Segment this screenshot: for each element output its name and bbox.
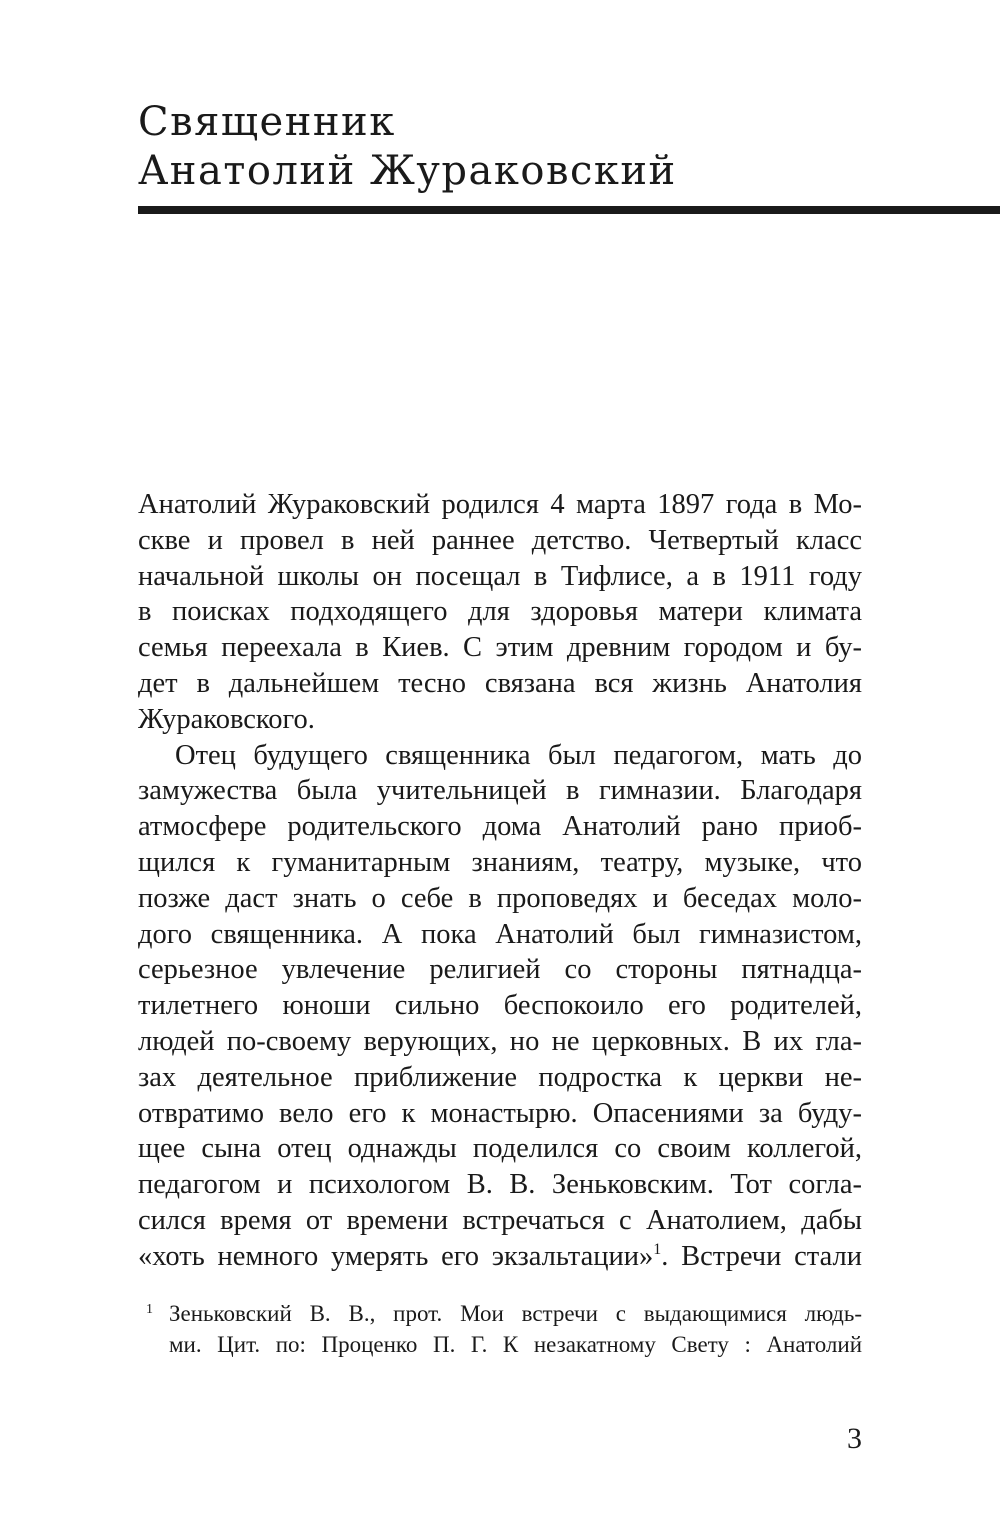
body-line: начальной школы он посещал в Тифлисе, а в 1911 году [138,560,862,592]
body-line: замужества была учительницей в гимназии. Благодаря [138,775,862,807]
body-line: щился к гуманитарным знаниям, театру, музыке, что [138,846,862,878]
footnote-reference[interactable]: 1 [653,1240,662,1258]
body-line: Анатолий Жураковский родился 4 марта 1897 года в Мо- [138,489,862,520]
footnote [138,1298,862,1360]
title-line-1: Священник [138,99,396,145]
page-number: 3 [847,1422,862,1455]
body-line-last-text: «хоть немного умерять его экзальтации» [138,1240,654,1272]
body-line: людей по-своему верующих, но не церковных. В их гла- [138,1025,862,1057]
footnote-line-2: ми. Цит. по: Проценко П. Г. К незакатному Свету : Анатолий [169,1332,862,1357]
body-line: Отец будущего священника был педагогом, мать до [175,739,862,771]
body-line: семья переехала в Киев. С этим древним городом и бу- [138,632,862,664]
body-text [138,487,862,1275]
page-title [138,98,988,196]
body-line: щее сына отец однажды поделился со своим коллегой, [138,1133,862,1165]
body-line: дого священника. А пока Анатолий был гимназистом, [138,918,862,950]
body-line: отвратимо вело его к монастырю. Опасениями за буду- [138,1097,862,1129]
body-line: позже даст знать о себе в проповедях и беседах моло- [138,882,862,914]
body-line: серьезное увлечение религией со стороны пятнадца- [138,954,862,986]
title-rule [138,206,1000,214]
body-line: атмосфере родительского дома Анатолий рано приоб- [138,811,862,843]
title-line-2: Анатолий Жураковский [138,148,677,194]
body-line: Жураковского. [138,703,315,735]
body-line: сился время от времени встречаться с Анатолием, дабы [138,1204,862,1236]
body-line-last [138,1239,862,1275]
body-line: скве и провел в ней раннее детство. Четвертый класс [138,524,862,556]
body-line: в поисках подходящего для здоровья матери климата [138,596,862,628]
body-line: тилетнего юноши сильно беспокоило его родителей, [138,990,862,1022]
footnote-mark: 1 [146,1302,153,1317]
body-line-last-tail: . Встречи стали [661,1240,862,1272]
footnote-line-1: Зеньковский В. В., прот. Мои встречи с выдающимися людь- [169,1301,862,1326]
body-line: педагогом и психологом В. В. Зеньковским. Тот согла- [138,1169,862,1201]
body-line: зах деятельное приближение подростка к церкви не- [138,1061,862,1093]
body-line: дет в дальнейшем тесно связана вся жизнь Анатолия [138,667,862,699]
